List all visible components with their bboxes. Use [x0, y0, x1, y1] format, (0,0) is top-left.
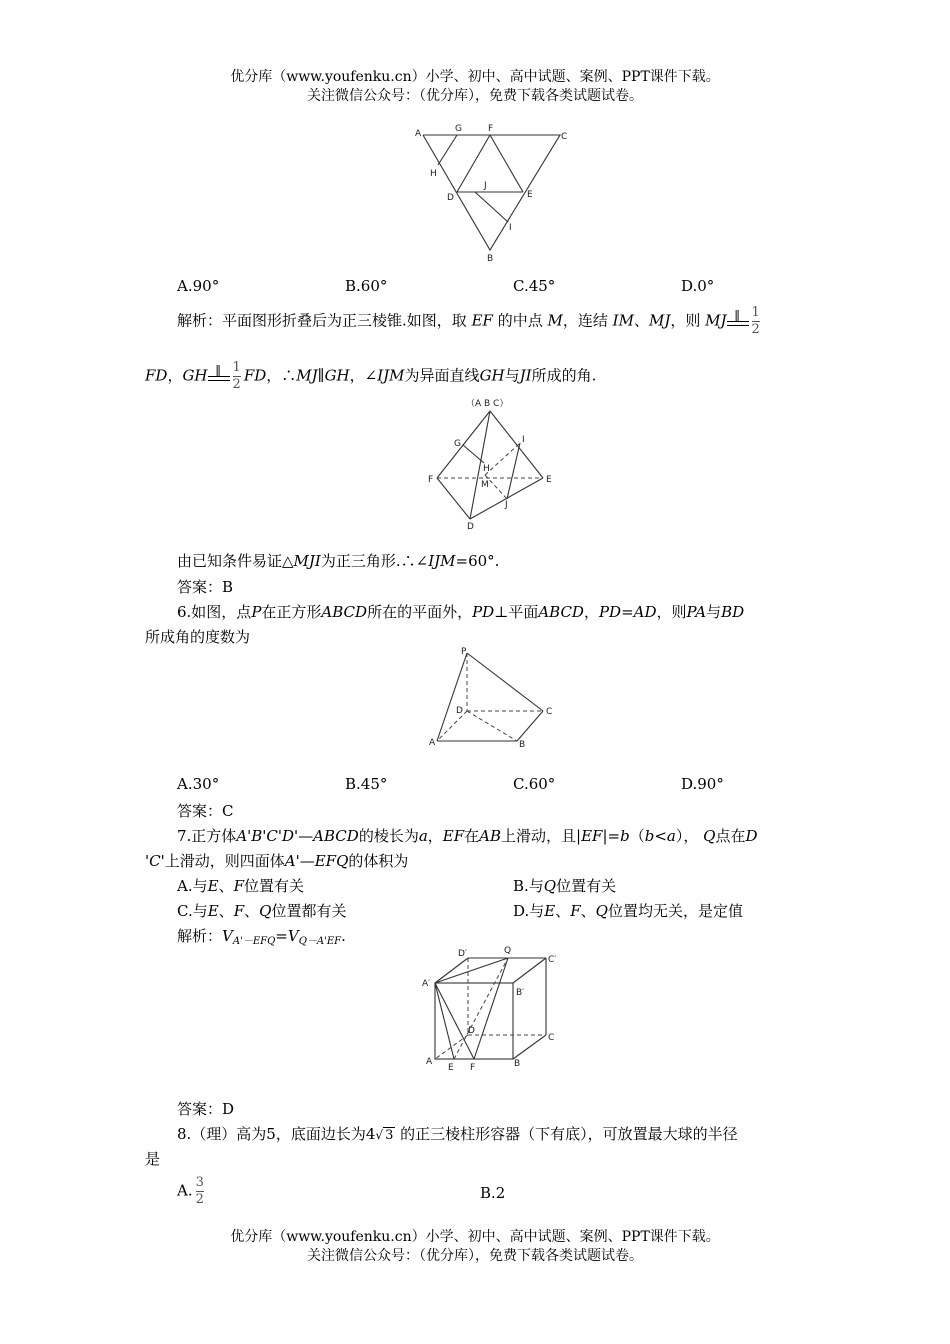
fig4-label-Q: Q [504, 946, 512, 956]
q6-option-a: A.30° [177, 775, 220, 793]
q6-stem-line-2: 所成角的度数为 [145, 628, 251, 646]
q5-analysis-line-2: FD，GH ∥ $\frac{1}{2}$ FD，∴MJ∥GH，∠IJM为异面直线GH与JI所成的角. [145, 360, 597, 392]
q8-option-b: B.2 [480, 1184, 506, 1202]
q7-option-a: A.与E、F位置有关 [177, 877, 305, 895]
fig3-label-D: D [456, 706, 463, 716]
figure-folded-pyramid [425, 395, 560, 535]
fig3-label-A: A [429, 738, 436, 748]
fig2-label-G: G [454, 439, 461, 449]
footer-line-2: 关注微信公众号：（优分库），免费下载各类试题试卷。 [307, 1248, 643, 1264]
fig2-label-F: F [428, 475, 434, 485]
q8-stem-line-1: 8.（理）高为5，底面边长为4√ 3 的正三棱柱形容器（下有底），可放置最大球的半径 [177, 1125, 738, 1143]
q8-option-a: A. $\frac{3}{2}$ [177, 1175, 204, 1207]
fig2-label-H: H [483, 464, 490, 474]
parallel-equal-sign: ∥ [208, 370, 230, 384]
fig2-label-M: M [481, 480, 489, 490]
fig1-label-D: D [447, 193, 454, 203]
fraction-three-halves: $\frac{3}{2}$ [195, 1175, 204, 1207]
fig1-label-H: H [430, 169, 437, 179]
figure-pyramid-square-base [425, 645, 560, 750]
fig1-label-A: A [415, 129, 422, 139]
fraction-half: $\frac{1}{2}$ [232, 360, 241, 392]
fig4-label-B1: B′ [516, 988, 525, 998]
q5-option-b: B.60° [345, 277, 388, 295]
fig4-label-F: F [470, 1063, 476, 1073]
fraction-half: $\frac{1}{2}$ [751, 305, 760, 337]
q6-option-d: D.90° [681, 775, 724, 793]
header-line-1: 优分库（www.youfenku.cn）小学、初中、高中试题、案例、PPT课件下载。 [230, 69, 720, 85]
fig4-label-E: E [448, 1063, 454, 1073]
q5-answer: 答案：B [177, 578, 234, 596]
q7-option-b: B.与Q位置有关 [513, 877, 617, 895]
header-line-2: 关注微信公众号：（优分库），免费下载各类试题试卷。 [307, 88, 643, 104]
q5-analysis-line-1: 解析：平面图形折叠后为正三棱锥.如图，取 EF 的中点 M，连结 IM、MJ，则 MJ ∥ $\frac{1}{2}$ [177, 305, 760, 337]
q5-option-d: D.0° [681, 277, 715, 295]
q7-stem-line-1: 7.正方体A'B'C'D'—ABCD的棱长为a，EF在AB上滑动，且|EF|=b（b<a）， Q点在D [177, 827, 758, 845]
fig1-label-G: G [455, 124, 462, 134]
fig4-label-A1: A′ [422, 979, 431, 989]
parallel-equal-sign: ∥ [727, 315, 749, 329]
fig3-label-B: B [519, 740, 526, 750]
fig1-label-C: C [561, 132, 568, 142]
fig4-label-C: C [548, 1033, 555, 1043]
fig4-label-D1: D′ [458, 949, 467, 959]
figure-unfolded-triangle [405, 120, 575, 265]
fig1-label-J: J [484, 181, 487, 191]
fig2-label-E: E [546, 475, 552, 485]
q7-analysis: 解析：$V_{A'-EFQ}=V_{Q-A'EF}$. [177, 927, 346, 947]
fig1-label-B: B [487, 254, 494, 264]
q5-option-c: C.45° [513, 277, 556, 295]
q8-stem-line-2: 是 [145, 1150, 161, 1168]
fig4-label-A: A [426, 1057, 433, 1067]
q5-option-a: A.90° [177, 277, 220, 295]
fig2-label-I: I [522, 435, 525, 445]
q7-option-c: C.与E、F、Q位置都有关 [177, 902, 347, 920]
fig2-label-D: D [467, 522, 474, 532]
fig1-label-E: E [527, 190, 533, 200]
figure-cube [418, 943, 568, 1073]
fig1-label-F: F [488, 124, 494, 134]
fig3-label-P: P [461, 647, 467, 657]
q6-option-c: C.60° [513, 775, 556, 793]
fig1-label-I: I [509, 223, 512, 233]
footer-line-1: 优分库（www.youfenku.cn）小学、初中、高中试题、案例、PPT课件下载。 [230, 1229, 720, 1245]
q5-proof: 由已知条件易证△MJI为正三角形.∴∠IJM=60°. [177, 552, 500, 570]
q6-stem-line-1: 6.如图，点P在正方形ABCD所在的平面外，PD⊥平面ABCD，PD=AD，则PA与BD [177, 603, 745, 621]
fig2-label-abc: （A B C） [466, 399, 509, 409]
q6-option-b: B.45° [345, 775, 388, 793]
fig4-label-D: D [468, 1026, 475, 1036]
fig3-label-C: C [546, 707, 553, 717]
q6-answer: 答案：C [177, 802, 234, 820]
q7-answer: 答案：D [177, 1100, 235, 1118]
q7-option-d: D.与E、F、Q位置均无关，是定值 [513, 902, 743, 920]
q7-stem-line-2: 'C'上滑动，则四面体A'—EFQ的体积为 [145, 852, 409, 870]
fig4-label-C1: C′ [548, 955, 557, 965]
fig2-label-J: J [505, 500, 508, 510]
fig4-label-B: B [514, 1059, 521, 1069]
